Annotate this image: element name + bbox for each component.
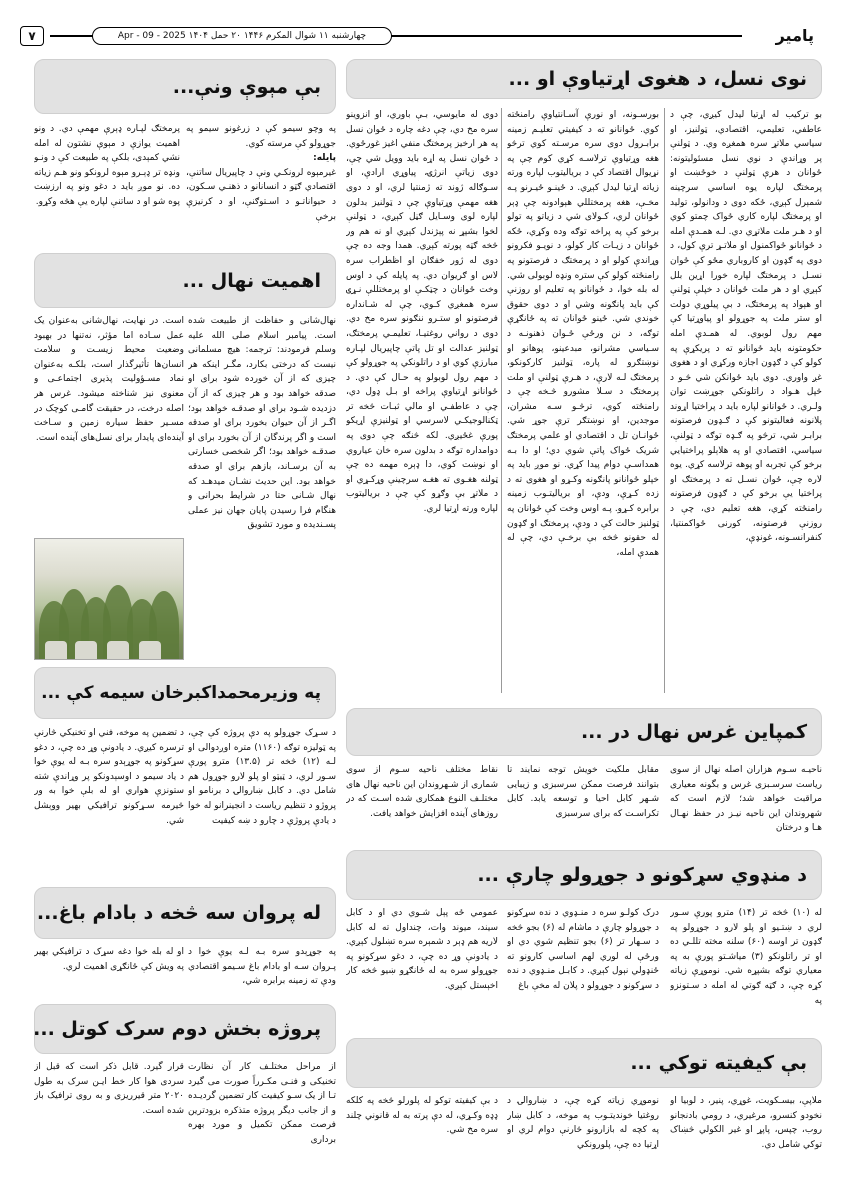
article-column — [670, 906, 822, 1024]
article-heading-parwan-badam-bagh[interactable] — [34, 887, 336, 939]
article-title: له پروان سه څخه د بادام باغ... — [36, 902, 321, 924]
article-column — [670, 1094, 822, 1170]
column-divider — [501, 108, 502, 693]
article-column — [670, 108, 822, 695]
article-text: او له بله خوا دغه سړک د ترافیکي بهیر په ویش کې ځانګړی اهمیت لري. — [34, 947, 184, 972]
article-text: د تضمین په موخه، فني او تخنیکي څارنې ترسره کیږي. د یادونې وړ ده چې، د دغو سړکونو په جوړېدو سره بـه له یوې خوا د یاد سیمو د اوسېدونکو پر وړاندې شته ستونزې هواري او له بلې خوا به ور څیرمه سـړکونو ترافیکي بهیر ووېشل شي. — [34, 728, 184, 826]
article-text: غیرمېوه لرونکـي ونې د چاپیریال ساتنې، اقتصادي ګټو د انسانانو د ذهنـي سـکون، د حیواناتـو د اسـتوګنې، او د کرنیزې برخې — [186, 167, 336, 222]
article-column — [507, 906, 659, 1024]
article-text: دوی له مایوسي، بـې باوري، او انزوینو سره مخ دي، چې دغه چاره د ځوان نسل په هر ارخیز پرمختګ منفي اغیز غورځوي. د ځوان نسل په اړه باید وویل شي چې، دوی زیاتې انرژۍ، پیاوړي ارادې، او سـوګاله ژوند ته ژمنتیا لري، او د دوی هغه مهمې وړتیاوې چې د ټولنیز بدلون لپاره لوی وسـایل ګڼل کېږي، د ټولنې لخوا بشپړ نه پېژندل کېږي او نه هم ور څخه ګټه پورته کېږي. همدا وجه ده چې دوی له ژور خفګان او اظطراب سره لاس او ګریوان دي. په پایله کې د اوس وخت ځوانان د چټکـې او پرمختللې نـړۍ سره همغږي کـوي، چې له شـانداره فرصتونو او ستـرو ننګونو سره مخ دي. دوی د رواني روغتیـا، تعلیمـي پرمختګ، ټولنیز عدالت او تل پاتې چاپیریال لپـاره مبارزې کوي او د راتلونکي په جوړولو کې د مهم رول لوبولو په حـال کې دي. د ځوانانو اړتیاوې پراخه او بـل ډول دي، چې د عاطفـي او مالي ثبـات څخه تر ټکنالوجیکـي لاسرسي او ټولنیزې اړیکو پورې غځیږي. لکه څنګه چې دوی په دوامداره توګه د بدلون سره خان عیاروي او نوښت کوي، دا ډېره مهمه ده چې ټولنه هغـوی ته هغـه سرچینې وړکـړي او د ملاتړ بې وګړو کې چې د بریالیتوب لپاره ورته اړتیا لري. — [346, 110, 498, 515]
article-heading-kotal-road[interactable] — [34, 1004, 336, 1054]
article-column — [507, 108, 659, 695]
article-text: از مراحل مختلـف کار آن نظارت تخنیکی و فنـی مکـرراً صورت می گیرد تـا از یک سـو کیفیت کار تضمین گردیـده و از جانب دیگر پروژه متذکره بزودترین فرصت ممکن تکمیل و مورد بهره برداری — [188, 1062, 336, 1145]
article-column — [188, 945, 336, 997]
article-heading-wazir-akbar-khan[interactable] — [34, 667, 336, 719]
article-text: ناحیـه سـوم هزاران اصله نهال از سوی ریاست سرسـبزی غرس و بگونه معیاری مراقبت خواهد شد؛ لازم است که شهروندان این ناحیه نیـز در حفظ نهـال هـا و درختان — [670, 765, 822, 834]
article-column — [34, 726, 184, 858]
article-text: عمومي ځه پېل شـوي دي او د کابل سیند، میوند وات، چنداول ته له کابل لاریه هم ډېر د شمېره سره تښلول کېږي. د یادونې وړ ده چې، د دغو سړکونو په جوړولو سره به له ځانګړو ښیو څخه کار اخېستل کېږي. — [346, 908, 498, 991]
newspaper-name: پامیر — [775, 26, 814, 45]
article-column — [670, 763, 822, 839]
article-text: په جوړېدو سره بـه لـه یوې خوا د پـروان سـه او بادام باغ سـیمو اقتصادي ودې ته زمینه برابره شي، — [188, 947, 336, 987]
article-title: نوی نسل، د هغوی اړتیاوې او ... — [508, 68, 807, 90]
article-heading-poor-quality-goods[interactable] — [346, 1038, 822, 1088]
article-title: اهمیت نهال ... — [182, 269, 321, 292]
article-column — [34, 945, 184, 997]
article-text: د سـړک جوړولو په دې پروژه کې چې، په ټولیزه توګه (۱۱۶۰) متره اوږدوالی او لـه (۱۲) څخه تر (۱۳.۵) مترو پورې سـور لري، د ټیټو او پلو لارو جوړول هم شامل دي. د کابل ښاروالۍ د برنامو او پروژو د تنظیم ریاست د انجینرانو له خوا د یادې پروژې د چارو د ښه کیفیت — [188, 728, 336, 826]
article-column — [346, 1094, 498, 1170]
article-heading-sapling-importance[interactable] — [34, 253, 336, 308]
article-text: له (۱۰) څخه تر (۱۴) مترو پورې سـور لري د ښتـیو او پلو لارو د جوړولو په ګډون تر اوسه (۶۰) سلنه مخته تللـي ده او تر راتلونکو (۳) میاشـتو پورې به په معیاري توګه بشپړه شي. نوموړې زیاته کړه چې، د ګټه ګوتي له امله د سـتونزو په — [670, 908, 822, 1006]
issue-date: چهارشنبه ۱۱ شوال المکرم ۱۴۴۶ ۲۰ حمل ۱۴۰۴ Apr - 09 - 2025 — [92, 27, 392, 45]
article-title: بې مېوې ونې... — [172, 75, 321, 98]
article-column — [188, 726, 336, 858]
article-title: په وزیرمحمداکبرخان سیمه کې ... — [41, 683, 321, 703]
article-text: قرار گیرد. قابل ذکر است که قبل از سردی هوا کار خط ایـن سرک به طول ۲۰۲۰ متر قیرریزی و به روی ترافیک باز شده است. — [34, 1062, 184, 1116]
masthead — [20, 26, 822, 46]
article-column — [34, 1060, 184, 1166]
article-text: ملاپې، بیسـکویت، غوړي، پنیر، د لوبیا او نخودو کنسرو، مرغیري، د رومي بادنجانو روب، چپس، پاپړ او غیر الکولي څښاک توکي شامل دي. — [670, 1096, 822, 1150]
article-heading-sapling-campaign[interactable] — [346, 708, 822, 756]
page-number: ۷ — [20, 26, 44, 46]
article-heading-mandawi-roads[interactable] — [346, 850, 822, 900]
article-title: پروژه بخش دوم سرک کوتل ... — [33, 1018, 321, 1040]
subheading-conclusion: پایله: — [313, 153, 336, 164]
article-text: درک کولـو سره د منـډوي د نده سړکونو د جوړولو چارې د ماشام له (۶) بجو څخه د سـهار تر (۶) بجو تنظیم شوي دي او ورځې له لوري لهم اساسي کارونو ته ځنډولي نېول کېږي. د کابـل منـډوي د نده د سړکونو د جوړولو د پلان له مخې باغ — [507, 908, 659, 991]
article-text: بورسـونه، او نورې آسـانتیاوې رامنځته کوي. ځوانانو ته د کیفیتي تعلیـم زمینه برابـرول دوی سره مرسـته کوي ترڅو هغه وړتیاوې ترلاسـه کړي کوم چې په نړیوال اقتصاد کې د بریالیتوب لپاره ورته زیاته اړتیا لیدل کېږي. د ځینـو ځیـرنو پـه مخـې، هغه پرمختللي هېوادونه چې ډېر ځوانان لري، کـولای شي د زیاتو په تولو برخو کې په پراخه توګه وده وکړي، ځکه ځوانان د زیـات کار کولو، د نویـو فکرونو وړاندې کولو او د پرمختګ د فرصتونو په رامنځته کولو کې ستره ونډه لوبولی شي. له بله خوا، د ځوانانو په تعلیم او روزنې کې باید پانګونه وشي او د دوی حقوق خوندي شي. ځینو ځوانان ته په ځانګړې توګه، د نن ورځې ځـوان ذهنونـه د سـیاسي مشرانو، مبدعینو، پوهانو او نوښتګرو له پاره، ټولنیز کارکونکو، پرمختګ لـه لارې، د هـرې ټولنې او ملت پرمختګ د سـلا مشورو څـخه چې د رامنځته کوي، ترڅـو سـه مشران، موجدين، او نوښتګر ترې جوړ شي. ځوانـان تل د اقتصادي او علمي پرمختګ شریک ځواک پاتې شوي دي؛ او دا بـه همداسـې دوام پیدا کړي. نو موږ باید په خپلو ځوانانو پانګونه وکـړو او هغوی ته د زده کـړې، ودې، او بریالیتـوب زمینه برابره کـړو. پـه اوس وخت کې ځوانان په ټولنیز حالت کې د ودې، پرمختګ او ګډون له حقونو څخه بې برخـې دي، چې له همدې امله، — [507, 110, 659, 558]
article-column — [507, 1094, 659, 1170]
article-column — [188, 314, 336, 660]
article-column — [346, 906, 498, 1024]
article-text: مقابل ملکیت خویش توجه نمایند تا بتوانند فرصت ممکن سرسبزی و زیبایی شـهر کابل احیا و توسعه یابد. کابل تکراسـت که برای سرسبزی — [507, 765, 659, 819]
article-text: په وچو سیمو کې د زرغونو سیمو په جوړولو کې مرسته کوي. — [186, 124, 336, 149]
article-heading-fruitless-trees[interactable] — [34, 59, 336, 114]
article-column — [188, 1060, 336, 1166]
article-text: د بې کیفیته توکو له پلورلو څخه په کلکه ډډه وکـړي، له دې پرته به له قانوني چلند سره مخ شي. — [346, 1096, 498, 1136]
article-column — [346, 108, 498, 695]
article-text: بو ترکیب له اړتیا لیدل کیږي، چې د عاطفي، تعلیمي، اقتصادي، ټولنیز، او سیاسي ملاتړ سره همغږه وي. د ټولنې پر وړاندې د نوي نسل مسئولیتونه: ځوانان د هرې ټولنې د خوځښت او پرمختګ لپاره یوه اساسي سرچینه شمېرل کېږي، ځکه دوی د ودانولو، تولید او پرمختګ لپاره کاري ځواک چمتو کوي او د هـر ملت ملاتړي دي. لـه همـدې امله د ځوانانو ځواکمنول او ملاتـړ ترې کول، د دوی په ګډون او کاروباري مځو کې ځوان نسـل د پرمختګ لپاره خورا اړین بلل کېږي او د هر ملت ځوانان د خپلې ټولنې او هېواد په پرمختګ، د بې پیلوړي دولت او ستر ملت په جوړولو او پیاوړتیا کې مهم رول لوبوي. له همـدې امله حکومتونه باید ځوانانو ته د پریکړې په کولو کې د ګډون اجازه ورکړي او د هغوی غږ واوري. دوی باید ځوانکن شي څـو د څپل هـواد د راتلونکي جوړښت توان ولـري. د ځوانانو لپاره باید د پراختیا اړوند پلانونه فعالیتونو کې د ګـډون فرصتونه برابـر شي، ترڅو په ګـډه توګه د ټولنې، سیاسي، اقتصادي او په هلاېلو پراختیایي برخو کې تجربه او پوهه ترلاسه کړي. یوه لاره چې، ځوان نسـل ته د پرمختګ او پراختیا یې برخو کې د ګډون فرصتونه رامنځته کړي، هغه تعلیم دی، چې د روزنې فرصتونه، کورنی ځواکمنتیا، کنفرانسـونه، غونډې، — [670, 110, 822, 544]
article-column — [34, 314, 184, 534]
article-title: د منډوي سړکونو د جوړولو چارې ... — [477, 864, 807, 886]
article-column — [186, 122, 336, 242]
article-column — [507, 763, 659, 839]
article-title: کمپاین غرس نهال در ... — [580, 721, 807, 743]
article-text: است. در نهایت، نهال‌شانی به‌عنوان یک عمل سـاده اما مؤثر، نه‌تنها در بهبود وضعیت محیط زیسـت و سلامت انسان‌ها تأثیرگذار است، بلکـه به‌عنوان نماد مسـؤولیت پذیری اجتماعـی و معنوی نیز شناخته میشود. غرس هر اصله درخت، در حقیقت گامـی کوچک در مسـیر حفظ سیاره زمین و سـاخت آینده‌ای پایدار برای نسل‌های آینده است. — [34, 316, 184, 443]
article-text: نهال‌شانی و حفاظت از طبیعت شده است. پیامبر اسلام صلی الله علیه وسلم فرمودند: ترجمه: هیچ مسلمانی نیست که درختی بکارد، مگـر اینکه هر چیزی که از آن خورده شود برای او صدقه خواهد بود و هر چیزی که از آن دزدیده شـود برای او صدقـه خواهد بود؛ اگـر از آن حیوان بخورد برای او صدقه است و اگر پرندگان از آن بخورد برای او صدقـه خواهد بود؛ اگر شخصی خسارتی به آن برسـاند، بازهم برای او صدقه خواهد بود. این حدیث نشـان میدهـد که نهال شـانی حتا در شرایط بحرانی و هنگام فرا رسیدن پایان جهان نیز عملی پسـندیده و مورد تشویق — [188, 316, 336, 531]
article-title: بې کیفیته توکي ... — [630, 1052, 807, 1074]
article-column — [346, 763, 498, 839]
article-heading-new-generation[interactable] — [346, 59, 822, 99]
article-column — [34, 122, 180, 242]
column-divider — [664, 108, 665, 693]
article-text: پرمختګ لپـاره ډېرې مهمې دي. د ونو اهمیت یوازې د مېوې نشتون له امله نشي کمېدی، بلکې په طبیعت کې د ونـو ونډه تر ډېـرو مېوه لرونکو ونو هـم زیاته ده. نو موږ باید د دغو ونو په ارزښت پوه شو او د ساتنې لپاره یې هڅه وکړو. — [34, 124, 180, 207]
article-text: نقاط مختلف ناحیه سـوم از سوی شماری از شـهروندان این ناحیه نهال های مختلـف النوع همکاری شده اسـت که در روزهای آینده افزایش خواهد یافت. — [346, 765, 498, 819]
article-text: نوموړي زیاته کړه چې، د ښاروالۍ د روغتیا خوندیتـوب په موخه، د کابل ښار په کچه له بازارونو څارنې دوام لري او اړتیا ده چې، پلورونکي — [507, 1096, 659, 1150]
saplings-photo — [34, 538, 184, 660]
